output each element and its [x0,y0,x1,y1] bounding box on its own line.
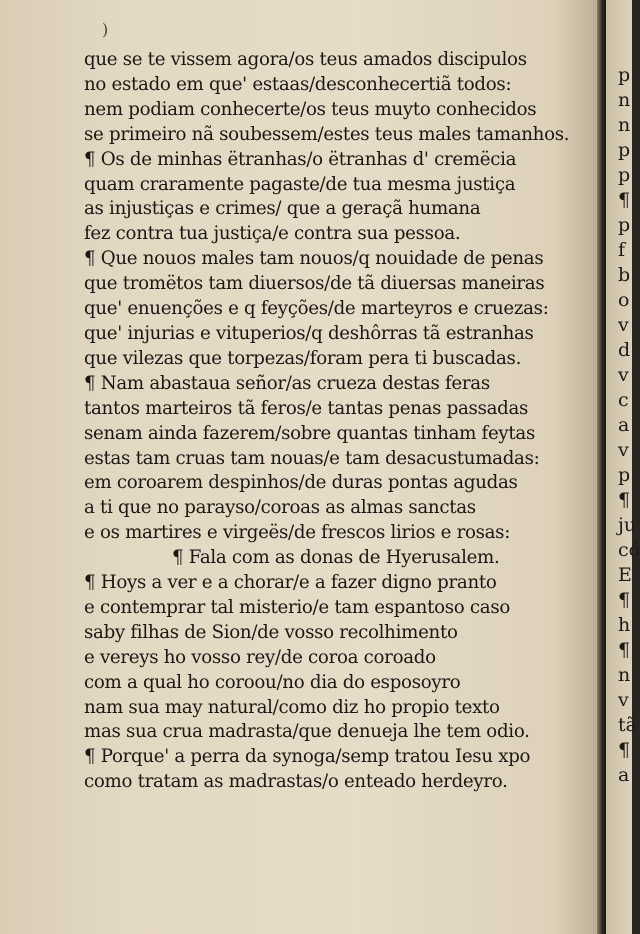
text-line: que tromëtos tam diuersos/de tã diuersas maneiras [84,273,545,295]
text-line: que vilezas que torpezas/foram pera ti buscadas. [84,347,522,369]
facing-page-fragment: o [618,289,630,311]
text-line: ¶ Nam abastaua señor/as crueza destas feras [84,372,490,394]
text-line: e vereys ho vosso rey/de coroa coroado [84,646,436,668]
text-line: que se te vissem agora/os teus amados discipulos [84,49,527,70]
stray-mark: ) [102,20,109,39]
text-line: em coroarem despinhos/de duras pontas agudas [84,472,518,494]
facing-page-fragment: v [618,314,629,336]
facing-page-fragment: p [618,64,631,86]
facing-page-fragment: v [618,364,629,386]
text-line: que' enuenções e q feyções/de marteyros e cruezas: [84,298,549,320]
facing-page-fragment: ¶ [618,189,631,211]
facing-page-fragment: v [618,439,629,461]
facing-page-fragment: ¶ [618,489,631,511]
book-gutter [597,0,606,934]
text-line: ¶ Os de minhas ëtranhas/o ëtranhas d' cremëcia [84,148,517,170]
text-line: saby filhas de Sion/de vosso recolhimento [84,621,458,643]
facing-page-fragment: b [618,264,631,286]
text-line: nam sua may natural/como diz ho propio texto [84,696,500,718]
text-line: ¶ Hoys a ver e a chorar/e a fazer digno pranto [84,572,497,594]
facing-page-fragment: tã [618,714,637,736]
text-line: e os martires e virgeës/de frescos lirios e rosas: [84,522,511,544]
facing-page-fragment: p [618,214,631,236]
facing-page-fragment: a [618,414,630,436]
text-line: nem podiam conhecerte/os teus muyto conhecidos [84,98,537,120]
text-line: tantos marteiros tã feros/e tantas penas passadas [84,397,529,419]
facing-page-fragment: v [618,689,629,711]
facing-page-fragment: ¶ [618,589,631,611]
text-line: como tratam as madrastas/o enteado herdeyro. [84,771,508,793]
facing-page-fragment: n [618,89,631,111]
facing-page-fragment: E [618,564,632,586]
facing-page-fragment: n [618,664,631,686]
facing-page-edge [606,0,640,934]
text-line: com a qual ho coroou/no dia do esposoyro [84,671,461,693]
facing-page-fragment: a [618,764,630,786]
text-line: fez contra tua justiça/e contra sua pessoa. [84,223,461,245]
text-line: estas tam cruas tam nouas/e tam desacustumadas: [84,447,540,469]
text-line: e contemprar tal misterio/e tam espantoso caso [84,596,511,618]
text-line: se primeiro nã soubessem/estes teus males tamanhos. [84,123,570,145]
text-line: no estado em que' estaas/desconhecertiã todos: [84,73,512,95]
verse-text [84,48,604,795]
facing-page-fragment: c [618,389,629,411]
text-line: quam craramente pagaste/de tua mesma justiça [84,173,516,195]
facing-page-fragment: n [618,114,631,136]
facing-page-fragment: ¶ [618,639,631,661]
facing-page-fragment: h [618,614,631,636]
text-line: ¶ Que nouos males tam nouos/q nouidade de penas [84,248,544,270]
text-line: que' injurias e vituperios/q deshôrras tã estranhas [84,322,534,344]
text-line: as injustiças e crimes/ que a geraçã humana [84,198,481,220]
facing-page-fragment: có [618,539,640,561]
facing-page-fragment: ju [618,514,637,536]
facing-page-fragment: p [618,139,631,161]
facing-page-fragment: ¶ [618,739,631,761]
text-line: ¶ Porque' a perra da synoga/semp tratou Iesu xpo [84,746,531,768]
text-line: mas sua crua madrasta/que denueja lhe tem odio. [84,721,530,743]
section-heading: ¶ Fala com as donas de Hyerusalem. [172,547,500,569]
text-line: a ti que no parayso/coroas as almas sanctas [84,497,476,519]
text-line: senam ainda fazerem/sobre quantas tinham feytas [84,422,535,444]
facing-page-fragment: p [618,164,631,186]
facing-page-fragment: f [618,239,626,261]
facing-page-fragment: p [618,464,631,486]
facing-page-fragment: d [618,339,631,361]
